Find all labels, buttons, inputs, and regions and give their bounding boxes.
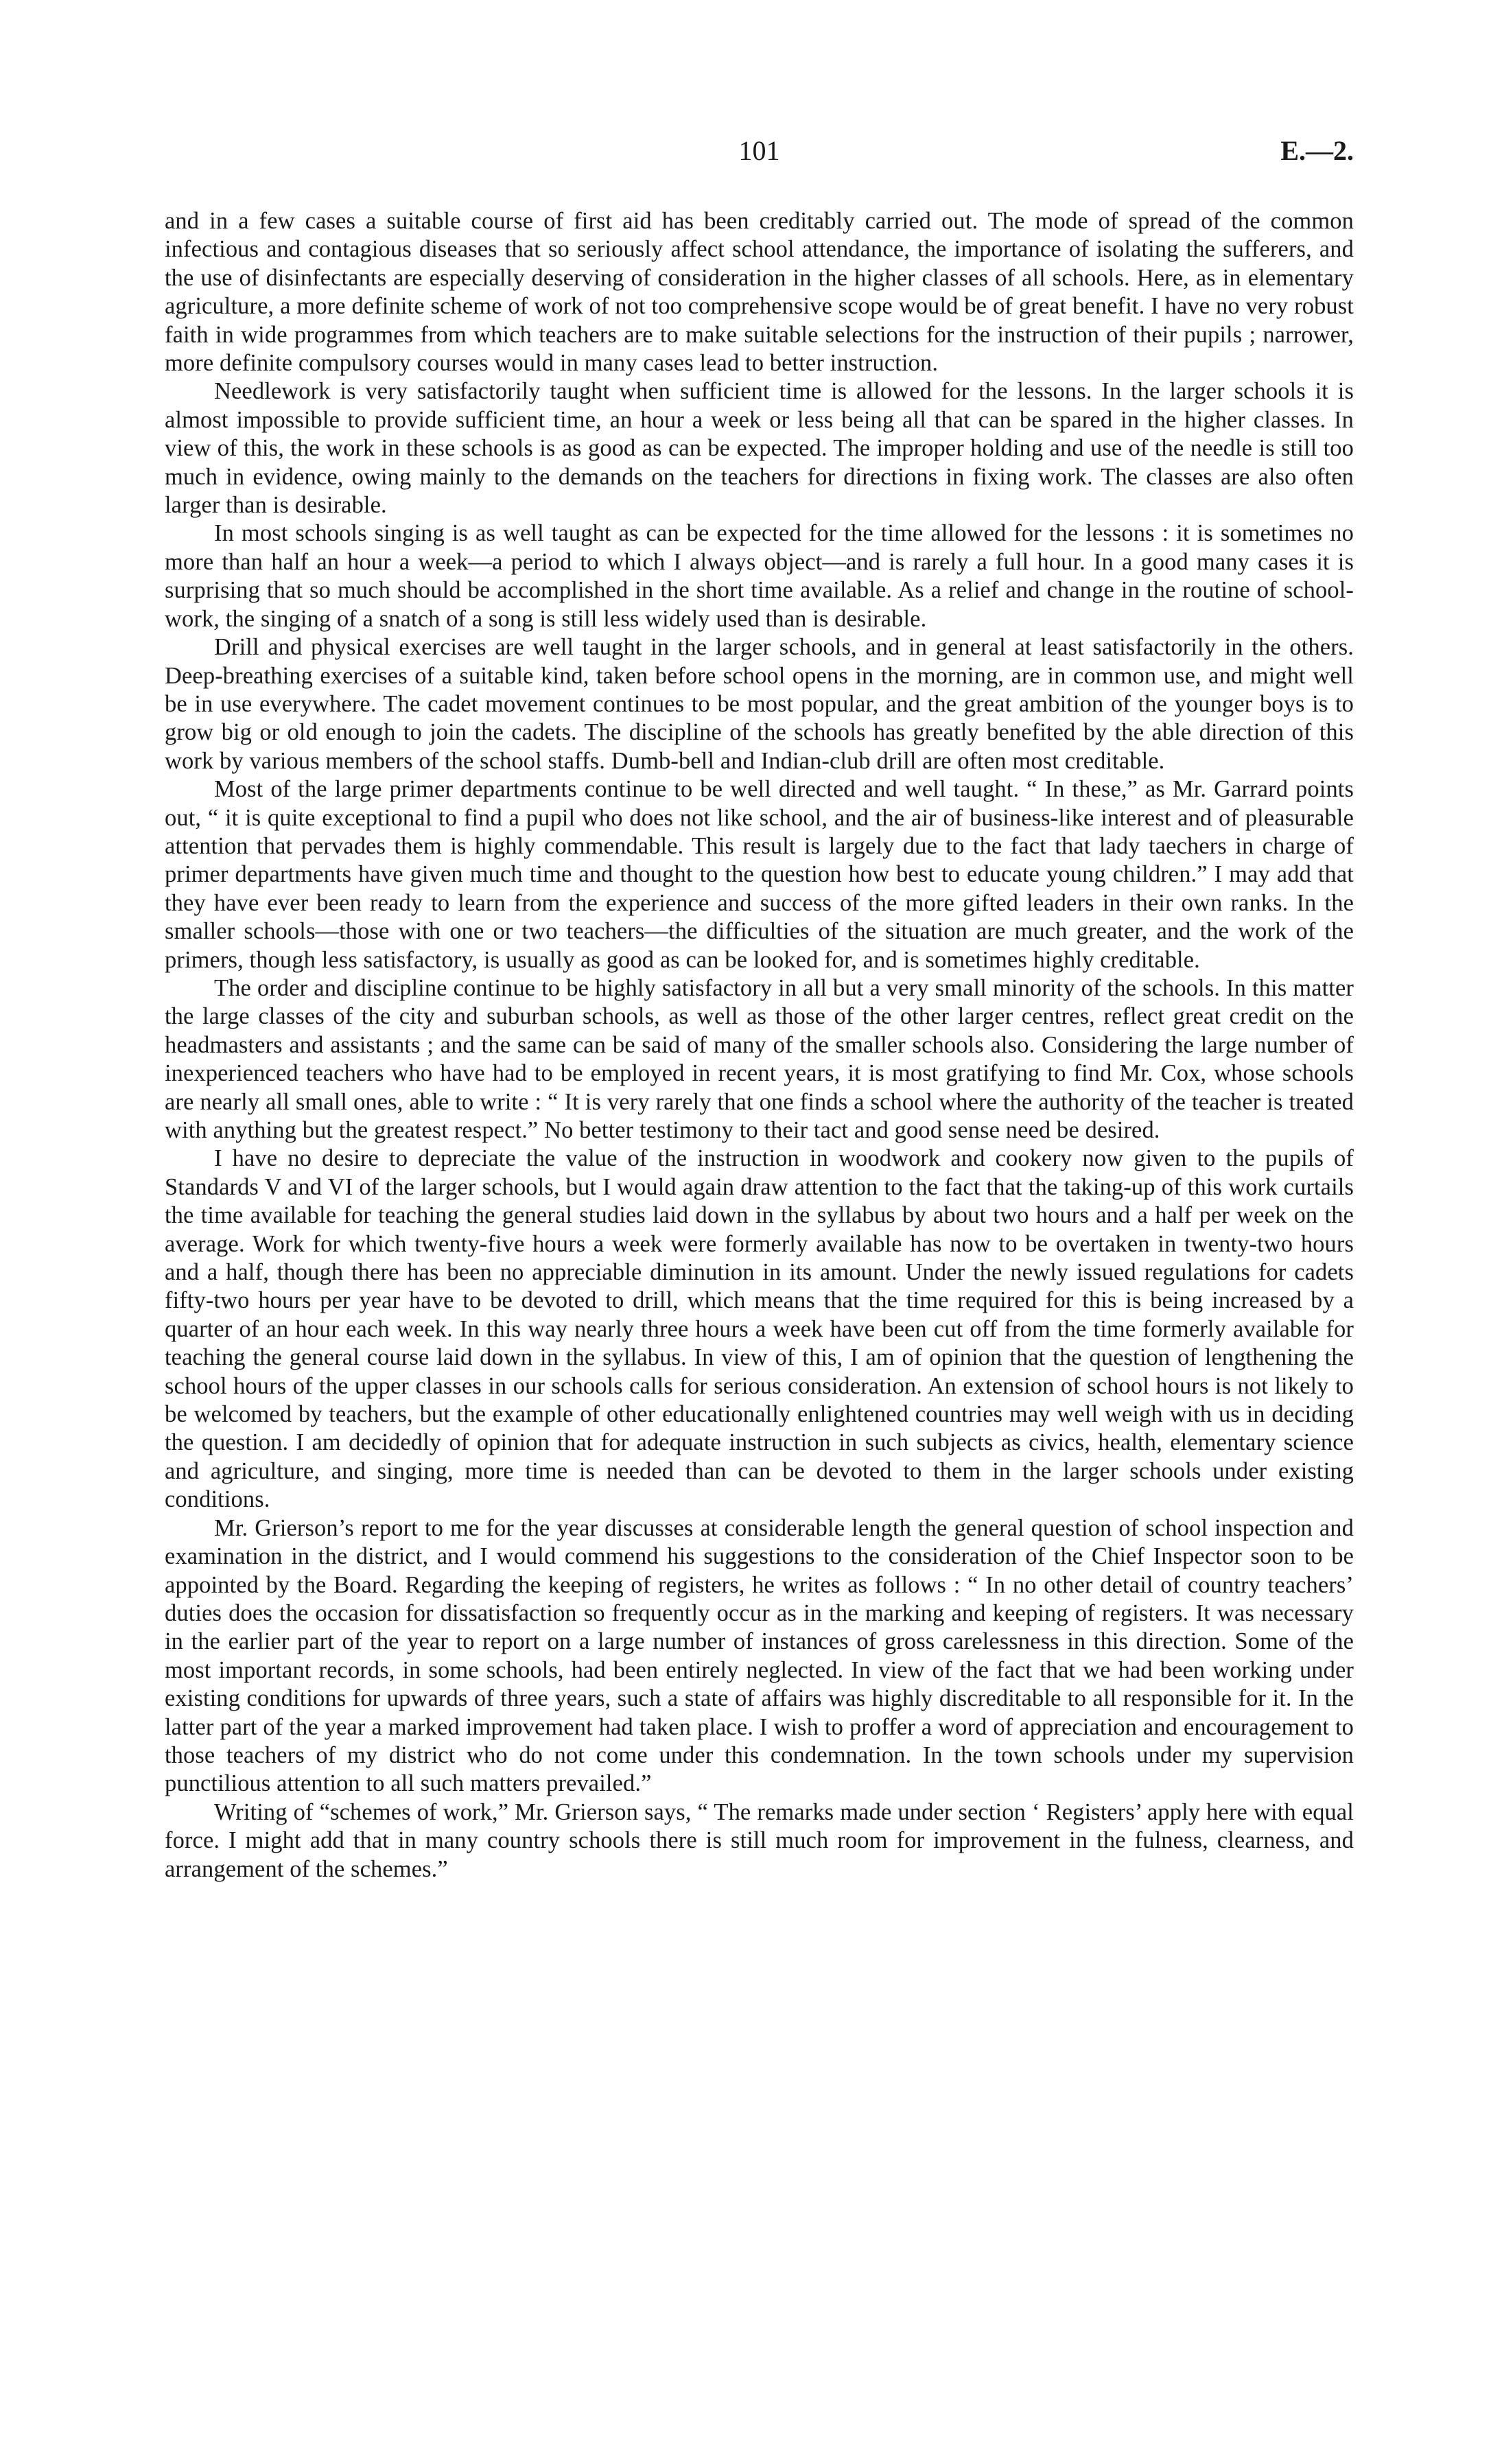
body-text bbox=[165, 207, 1354, 1884]
paragraph-needlework: Needlework is very satisfactorily taught when sufficient time is allowed for the lessons. In the larger schools it is almost impossible to provide sufficient time, an hour a week or less being all that can be spared in the higher classes. In view of this, the work in these schools is as good as can be expected. The improper holding and use of the needle is still too much in evidence, owing mainly to the demands on the teachers for directions in fixing work. The classes are also often larger than is desirable. bbox=[165, 378, 1354, 519]
paragraph-drill: Drill and physical exercises are well taught in the larger schools, and in general at least satisfactorily in the others. Deep-breathing exercises of a suitable kind, taken before school opens in the morning, are in common use, and might well be in use everywhere. The cadet movement continues to be most popular, and the great ambition of the younger boys is to grow big or old enough to join the cadets. The discipline of the schools has greatly benefited by the able direction of this work by various members of the school staffs. Dumb-bell and Indian-club drill are often most creditable. bbox=[165, 634, 1354, 774]
document-reference: E.—2. bbox=[1280, 135, 1354, 166]
page-number: 101 bbox=[738, 135, 780, 166]
paragraph-order-discipline: The order and discipline continue to be highly satisfactory in all but a very small minority of the schools. In this matter the large classes of the city and suburban schools, as well as those of the other larger centres, reflect great credit on the headmasters and assistants ; and the same can be said of many of the smaller schools also. Considering the large number of inexperienced teachers who have had to be employed in recent years, it is most gratifying to find Mr. Cox, whose schools are nearly all small ones, able to write : “ It is very rarely that one finds a school where the authority of the teacher is treated with anything but the greatest respect.” No better testimony to their tact and good sense need be desired. bbox=[165, 974, 1354, 1143]
paragraph-schemes-of-work: Writing of “schemes of work,” Mr. Grierson says, “ The remarks made under section ‘ Registers’ apply here with equal force. I might add that in many country schools there is still much room for improvement in the fulness, clearness, and arrangement of the schemes.” bbox=[165, 1798, 1354, 1882]
page-header bbox=[165, 134, 1354, 183]
paragraph-primer-departments: Most of the large primer departments continue to be well directed and well taught. “ In these,” as Mr. Garrard points out, “ it is quite exceptional to find a pupil who does not like school, and the air of business-like interest and of pleasurable attention that pervades them is highly commendable. This result is largely due to the fact that lady taechers in charge of primer departments have given much time and thought to the question how best to educate young children.” I may add that they have ever been ready to learn from the experience and success of the more gifted leaders in their own ranks. In the smaller schools—those with one or two teachers—the difficulties of the situation are much greater, and the work of the primers, though less satisfactory, is usually as good as can be looked for, and is sometimes highly creditable. bbox=[165, 776, 1354, 973]
paragraph-woodwork-cookery: I have no desire to depreciate the value of the instruction in woodwork and cookery now given to the pupils of Standards V and VI of the larger schools, but I would again draw attention to the fact that the taking-up of this work curtails the time available for teaching the general studies laid down in the syllabus by about two hours and a half per week on the average. Work for which twenty-five hours a week were formerly available has now to be overtaken in twenty-two hours and a half, though there has been no appreciable diminution in its amount. Under the newly issued regulations for cadets fifty-two hours per year have to be devoted to drill, which means that the time required for this is being increased by a quarter of an hour each week. In this way nearly three hours a week have been cut off from the time formerly available for teaching the general course laid down in the syllabus. In view of this, I am of opinion that the question of lengthening the school hours of the upper classes in our schools calls for serious consideration. An extension of school hours is not likely to be welcomed by teachers, but the example of other educationally enlightened countries may well weigh with us in deciding the question. I am decidedly of opinion that for adequate instruction in such subjects as civics, health, elementary science and agriculture, and singing, more time is needed than can be devoted to them in the larger schools under existing conditions. bbox=[165, 1145, 1354, 1513]
paragraph-grierson-report: Mr. Grierson’s report to me for the year discusses at considerable length the general question of school inspection and examination in the district, and I would commend his suggestions to the consideration of the Chief Inspector soon to be appointed by the Board. Regarding the keeping of registers, he writes as follows : “ In no other detail of country teachers’ duties does the occasion for dissatisfaction so frequently occur as in the marking and keeping of registers. It was necessary in the earlier part of the year to report on a large number of instances of gross carelessness in this direction. Some of the most important records, in some schools, had been entirely neglected. In view of the fact that we had been working under existing conditions for upwards of three years, such a state of affairs was highly discreditable to all responsible for it. In the latter part of the year a marked improvement had taken place. I wish to proffer a word of appreciation and encouragement to those teachers of my district who do not come under this condemnation. In the town schools under my supervision punctilious attention to all such matters prevailed.” bbox=[165, 1514, 1354, 1797]
document-page bbox=[165, 134, 1354, 1884]
paragraph-singing: In most schools singing is as well taught as can be expected for the time allowed for the lessons : it is sometimes no more than half an hour a week—a period to which I always object—and is rarely a full hour. In a good many cases it is surprising that so much should be accomplished in the short time available. As a relief and change in the routine of school-work, the singing of a snatch of a song is still less widely used than is desirable. bbox=[165, 520, 1354, 632]
paragraph-first-aid: and in a few cases a suitable course of first aid has been creditably carried out. The mode of spread of the common infectious and contagious diseases that so seriously affect school attendance, the importance of isolating the sufferers, and the use of disinfectants are especially deserving of consideration in the higher classes of all schools. Here, as in elementary agriculture, a more definite scheme of work of not too comprehensive scope would be of great benefit. I have no very robust faith in wide programmes from which teachers are to make suitable selections for the instruction of their pupils ; narrower, more definite compulsory courses would in many cases lead to better instruction. bbox=[165, 208, 1354, 377]
